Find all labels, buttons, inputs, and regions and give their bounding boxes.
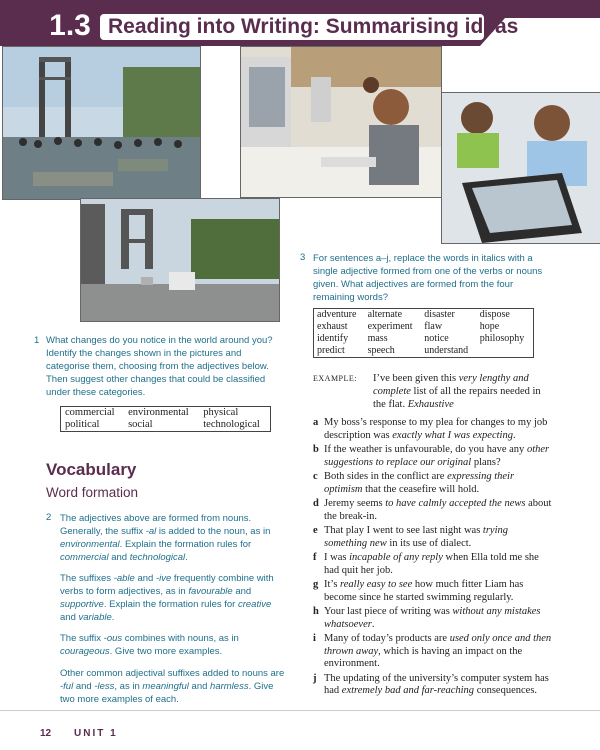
unit-number-tab (38, 6, 102, 46)
question-1 (34, 334, 286, 399)
text: Jeremy seems (324, 498, 386, 509)
text: Other common adjectival suffixes added to nouns are (60, 668, 285, 679)
vocab-paragraph-4 (60, 667, 288, 706)
italic-phrase: used only once and then thrown away (324, 633, 552, 657)
table-cell: exhaust (317, 321, 348, 332)
text: . Give two more examples of each. (60, 681, 274, 705)
item-letter: b (313, 444, 319, 455)
table-cell: political (65, 419, 100, 430)
text: Many of today’s products are (324, 633, 450, 644)
text: plans? (471, 456, 501, 468)
suffix: -less (94, 681, 115, 692)
table-cell: alternate (367, 309, 403, 320)
text: . (371, 618, 375, 630)
text: in its use of dialect. (386, 537, 472, 549)
text: and (134, 573, 156, 584)
table-cell: environmental (128, 407, 189, 418)
table-cell: philosophy (479, 333, 525, 344)
list-item (313, 606, 553, 631)
suffix: -ous (103, 633, 123, 644)
item-letter: c (313, 471, 318, 482)
example-word: meaningful (142, 681, 189, 692)
table-cell: mass (367, 333, 388, 344)
text: and (188, 681, 211, 692)
word-formation-subheading: Word formation (46, 485, 139, 500)
example-word: favourable (188, 586, 233, 597)
question-1-number: 1 (34, 335, 40, 346)
text: I’ve been given this (373, 373, 459, 384)
text: , which is having an impact on the environment. (324, 645, 523, 669)
table-cell: physical (203, 407, 239, 418)
text: how much fitter Liam has become since he started swimming regularly. (324, 579, 524, 603)
item-letter: a (313, 417, 319, 428)
question-1-text: What changes do you notice in the world around you? Identify the changes shown in the pictures and categorise them, choosing from the adjectives below. Then suggest other changes that could be classified under these categories. (46, 335, 273, 398)
vocab-paragraph-1 (60, 512, 288, 564)
example-word: variable (78, 612, 112, 623)
suffix: -able (113, 573, 135, 584)
suffix: -ive (155, 573, 172, 584)
italic-phrase: very lengthy and complete (373, 373, 529, 397)
text: and (73, 681, 95, 692)
question-2-number: 2 (46, 512, 52, 523)
suffix: -al (145, 526, 157, 537)
item-letter: h (313, 606, 319, 617)
example-word: commercial (60, 552, 109, 563)
table-cell: flaw (424, 321, 443, 332)
text: that the ceasefire will hold. (362, 483, 480, 495)
italic-phrase: other suggestions to replace our original (324, 444, 550, 468)
list-item (313, 552, 553, 577)
text: The adjectives above are formed from nouns. Generally, the suffix (60, 513, 252, 537)
root-words-table (313, 308, 534, 358)
table-row (314, 321, 534, 333)
item-letter: j (313, 672, 317, 684)
table-cell: dispose (479, 309, 510, 320)
item-letter: e (313, 525, 318, 536)
tablet-photo (441, 92, 600, 244)
italic-phrase: really easy to see (340, 579, 413, 590)
vocab-paragraph-2 (60, 572, 288, 624)
example-word: creative (237, 599, 272, 610)
italic-phrase: to have calmly accepted the news (385, 498, 526, 509)
list-item (313, 417, 553, 442)
text: . Give two more examples. (109, 646, 223, 657)
vocab-paragraph-3 (60, 632, 288, 658)
item-letter: g (313, 579, 319, 590)
title-box (98, 12, 519, 42)
table-cell: understand (424, 345, 469, 356)
text: I was (324, 552, 350, 563)
table-cell: predict (317, 345, 345, 356)
list-item (313, 444, 553, 469)
example-answer: Exhaustive (407, 399, 454, 410)
list-item (313, 498, 553, 523)
example-text (373, 372, 545, 411)
list-item (313, 525, 553, 550)
table-cell: commercial (65, 407, 115, 418)
text: combines with nouns, as in (122, 633, 239, 644)
example-word: supportive (60, 599, 104, 610)
text: . Explain the formation rules for (119, 539, 252, 550)
text: If the weather is unfavourable, do you have any (324, 444, 527, 455)
example-sentence (313, 372, 545, 411)
text: My boss’s response to my plea for changes to my job description was (324, 417, 548, 441)
text: frequently combine with verbs to form adjectives, as in (60, 573, 274, 597)
example-word: technological (129, 552, 186, 563)
text: , as in (114, 681, 143, 692)
italic-phrase: expressing their optimism (324, 471, 515, 495)
text: It’s (324, 579, 341, 590)
table-cell: hope (479, 321, 500, 332)
list-item (313, 673, 553, 698)
text: Both sides in the conflict are (324, 471, 448, 482)
text: That play I went to see last night was (324, 525, 483, 536)
text: about the break-in. (324, 498, 552, 522)
footer-divider (0, 710, 600, 711)
table-cell: disaster (424, 309, 455, 320)
text: and (108, 552, 130, 563)
text: and (232, 586, 252, 597)
item-letter: f (313, 552, 317, 563)
table-cell: speech (367, 345, 395, 356)
text: is added to the noun, as in (156, 526, 271, 537)
category-adjectives-table (60, 406, 271, 432)
example-word: courageous (60, 646, 110, 657)
table-row (314, 309, 534, 322)
text: The suffixes (60, 573, 114, 584)
text: consequences. (474, 685, 538, 696)
text: when Ella told me she had quit her job. (324, 552, 539, 576)
table-row (314, 333, 534, 345)
example-word: environmental (60, 539, 120, 550)
italic-phrase: trying something new (324, 525, 509, 549)
bridge-photo (80, 198, 280, 322)
table-cell (477, 345, 534, 358)
flood-photo (2, 46, 201, 200)
text: . (512, 429, 516, 441)
page-title: Reading into Writing: Summarising ideas (108, 15, 519, 38)
unit-label: UNIT 1 (74, 728, 118, 739)
table-cell: experiment (367, 321, 413, 332)
text: The suffix (60, 633, 104, 644)
table-row (314, 345, 534, 358)
table-cell: identify (317, 333, 349, 344)
example-word: harmless (210, 681, 249, 692)
question-3-number: 3 (300, 252, 306, 263)
table-cell: technological (203, 419, 260, 430)
sentence-list (313, 417, 553, 700)
text: . Explain the formation rules for (103, 599, 238, 610)
item-letter: i (313, 633, 316, 644)
list-item (313, 633, 553, 671)
table-row (61, 407, 271, 420)
table-cell: notice (424, 333, 449, 344)
italic-phrase: exactly what I was expecting (392, 429, 513, 441)
text: list of all the repairs needed in the flat. (373, 386, 541, 410)
italic-phrase: incapable of any reply (349, 552, 443, 563)
table-cell: adventure (317, 309, 357, 320)
vocabulary-heading: Vocabulary (46, 460, 137, 479)
page-number: 12 (40, 728, 52, 739)
text: . (185, 552, 188, 563)
example-label: EXAMPLE: (313, 374, 357, 383)
italic-phrase: without any mistakes whatsoever (324, 606, 541, 630)
unit-number: 1.3 (49, 9, 91, 42)
text: Your last piece of writing was (324, 606, 453, 617)
text: and (60, 612, 79, 623)
list-item (313, 471, 553, 496)
list-item (313, 579, 553, 604)
question-3-text: For sentences a–j, replace the words in italics with a single adjective formed from one of the verbs or nouns given. What adjectives are formed from the four remaining words? (313, 253, 543, 303)
table-row (61, 419, 271, 432)
text: The updating of the university’s computer system has had (324, 672, 549, 696)
text: . (111, 612, 115, 623)
italic-phrase: extremely bad and far-reaching (341, 685, 475, 696)
item-letter: d (313, 498, 319, 509)
suffix: -ful (60, 681, 74, 692)
table-cell: social (128, 419, 153, 430)
classroom-photo (240, 46, 442, 198)
